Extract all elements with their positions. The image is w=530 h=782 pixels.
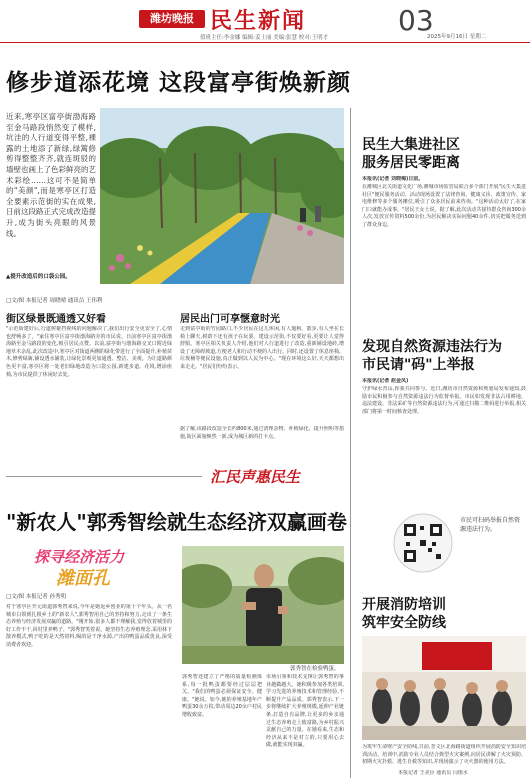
- right-article-1: 在潍城区北关街道文化广场,潍城市场监管局联合多个部门开展"民生大集进社区"便民服务活动。活动现场设置了法律咨询、健康义诊、政策宣传、家电维修等多个服务摊位,吸引了众多居民前来咨询。"这种活动太好了,在家门口就能办成事。"居民王女士说。据了解,此次活动共接待群众咨询300余人次,发放宣传资料500余份,为居民解决实际问题40余件,切实把服务送到了群众身边。: [362, 184, 526, 228]
- right-headline-3: 开展消防培训 筑牢安全防线: [362, 597, 446, 631]
- lead-column-2b: 据了解,该路段改造全长约800米,通过清理杂物、补植绿化、提升照明等措施,街区面貌焕然一新,成为城区新的打卡点。: [180, 426, 344, 440]
- right-byline-1: 本报讯(记者 刘晓梅)日前,: [362, 176, 421, 182]
- qr-caption: 市民可扫码举报自然资源违法行为。: [460, 517, 521, 533]
- voice-banner-text: 汇民声惠民生: [210, 468, 301, 486]
- feature-column-2: 郭秀智还建立了严格的质量检测体系,每一批鸭蛋都要经过层层把关。"我们的鸭蛋必须保证安全、健康。"她说。如今,她的养殖基地年产鸭蛋30余万枚,带动周边20余户村民增收致富。: [182, 674, 262, 718]
- paper-logo: 潍坊晚报: [139, 10, 205, 28]
- lead-subhead-1: 街区绿景既通透又好看: [6, 314, 106, 325]
- page-number: 03: [398, 4, 434, 37]
- date-line: 2025年9月16日 星期二: [427, 34, 487, 40]
- lead-column-1: "示范街建好后,行道树避挡视线的问题解决了,我们出行安全更安全了,心情也舒畅多了。"家住寒亭区富亭街渤海路旁的市民说。日前寒亭区富亭街渤海路至金马路段的变化,吸引居民点赞。以前,富亭街与渤海路交叉口附近绿地草木杂乱,此次改造中,寒亭区对街道两侧的绿化带进行了全面提升,补植苗木,修剪绿篱,铺设透水铺装,让绿化景观更加通透、整洁、美观。为让道路颜色更丰富,寒亭区将一处老旧绿地改造为口袋公园,新建步道、花境,增添座椅,为市民提供了休闲好去处。: [6, 326, 172, 378]
- qr-icon: [392, 512, 454, 574]
- badge-line-1: 探寻经济活力: [34, 548, 125, 566]
- feature-column-3: 市场引领和技术支撑让郭秀智的事业越做越大。她积极参加各类培训,学习先进的养殖技术和管理经验,不断提升产品品质。郭秀智表示,下一步将继续扩大养殖规模,延伸产业链条,打造自有品牌,让更多的乡亲通过生态养殖走上致富路,为乡村振兴贡献自己的力量。在她看来,生态和经济从来不是对立的,只要用心去做,就能实现双赢。: [266, 674, 344, 749]
- lead-photo: [100, 108, 344, 284]
- badge-line-2: 潍面孔: [56, 568, 110, 589]
- lead-headline: 修步道添花境 这段富亭街焕新颜: [6, 70, 352, 96]
- right-photo: [362, 636, 526, 740]
- fire-training-photo: [362, 636, 526, 740]
- farmer-photo: [182, 546, 344, 664]
- feature-headline: "新农人"郭秀智绘就生态经济双赢画卷: [6, 510, 347, 534]
- feature-column-1: 对于寒亭区开元街道郭秀智来说,今年是她返乡创业的第十个年头。从一名城市白领到扎根乡土的"新农人",郭秀智用自己的坚持和努力,走出了一条生态养殖与经济发展双赢的道路。"刚开始,很多人都不理解我,觉得放着城里的好工作不干,回村里养鸭子。"郭秀智笑着说。她坚持生态养殖理念,采用林下散养模式,鸭子吃的是天然饲料,喝的是干净水源,产出的鸭蛋品质优良,深受消费者欢迎。: [6, 604, 172, 648]
- feature-badge: [34, 546, 168, 589]
- qr-code[interactable]: [392, 512, 454, 574]
- lead-column-2: 走到富亭街的竹园路口,不少居民在这儿休闲,有人遛狗、散步,有人坐在长椅上聊天,树荫下还有孩子在玩耍。建设示范街,不仅要好看,更要让人觉得舒服。寒亭区相关负责人介绍,他们对人行道进行了改造,重新铺设地砖,增设了无障碍坡道,方便老人和行动不便的人出行。同时,还设置了休息座椅、垃圾桶等便民设施,真正做到以人民为中心。"现在环境这么好,天天都想出来走走。"居民们纷纷表示。: [180, 326, 344, 370]
- feature-photo-caption: 郭秀智在检验鸭蛋。: [290, 666, 340, 672]
- right-byline-2: 本报讯(记者 赵金凤): [362, 378, 409, 384]
- right-headline-2: 发现自然资源违法行为 市民请"码"上举报: [362, 339, 502, 373]
- right-article-3: 为筑牢生命财产安全防线,日前,奎文区北海路街道组织开展消防安全知识培训活动。培训中,消防专业人员结合典型火灾案例,向居民讲解了火灾预防、初期火灾扑救、逃生自救等知识,并现场演示了灭火器的使用方法。: [362, 744, 526, 766]
- right-article-2: 守护绿水青山,你我共同参与。近日,潍坊市自然资源和规划局发布通知,鼓励市民积极参与自然资源违法行为监督举报。市民如发现非法占用耕地、违法建设、非法采矿等自然资源违法行为,可通过扫描二维码进行举报,相关部门将第一时间核查处理。: [362, 386, 526, 415]
- lead-byline: □文/图 本报记者 周晓晴 通讯员 王伟利: [6, 298, 103, 304]
- feature-photo: [182, 546, 344, 664]
- column-divider: [350, 108, 351, 778]
- section-title: 民生新闻: [210, 8, 307, 34]
- divider: [6, 476, 202, 477]
- editors-line: 值班主任:李金娜 编辑:姜士丽 美编:张慧 校对:王明才: [200, 35, 329, 41]
- right-byline-3: 本报记者 王美臣 通讯员 闫雨水: [398, 770, 468, 776]
- walkway-photo: [100, 108, 344, 284]
- feature-byline: □文/图 本报记者 孙秀明: [6, 594, 67, 600]
- lead-intro: 近来,寒亭区富亭街渤海路至金马路段悄然变了模样,坑洼的人行道变得平整,裸露的土地添了新绿,绿篱修剪得整整齐齐,就连斑驳的墙壁也画上了色彩鲜亮的艺术彩绘……这可不是简单的"美颜",而是寒亭区打造全要素示范街的实在成果,日前这段路正式完成改造提升,成为街头亮眼的风景线。: [6, 112, 96, 238]
- lead-photo-caption: ▲提升改造后的口袋公园。: [6, 274, 71, 280]
- voice-banner: [206, 464, 326, 486]
- lead-subhead-2: 居民出门可享惬意时光: [180, 314, 280, 325]
- header-rule: [0, 42, 530, 43]
- right-headline-1: 民生大集进社区 服务居民零距离: [362, 137, 460, 171]
